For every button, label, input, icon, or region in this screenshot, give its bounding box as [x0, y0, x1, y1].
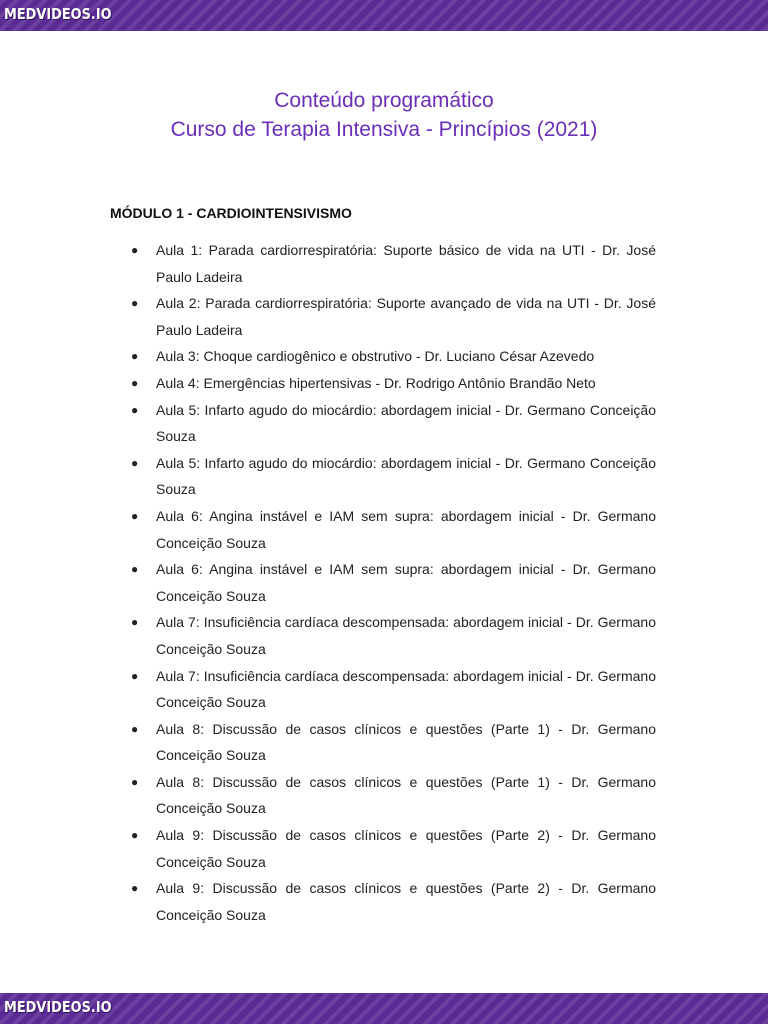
lesson-text: Aula 5: Infarto agudo do miocárdio: abordagem inicial - Dr. Germano Conceição Souza [156, 401, 656, 445]
lesson-text: Aula 9: Discussão de casos clínicos e questões (Parte 2) - Dr. Germano Conceição Souza [156, 880, 656, 923]
lesson-text: Aula 7: Insuficiência cardíaca descompensada: abordagem inicial - Dr. Germano Conceição Souza [156, 614, 656, 657]
bullet-icon: ● [131, 668, 139, 683]
bullet-icon: ● [131, 562, 139, 577]
bullet-icon: ● [131, 774, 139, 789]
lesson-item [110, 290, 656, 343]
lesson-text: Aula 7: Insuficiência cardíaca descompensada: abordagem inicial - Dr. Germano Conceição Souza [156, 667, 656, 711]
bullet-icon: ● [131, 349, 139, 364]
lesson-item [110, 556, 656, 609]
lesson-item [110, 822, 656, 875]
lesson-item [110, 343, 656, 370]
document-title [0, 86, 768, 144]
lesson-text: Aula 4: Emergências hipertensivas - Dr. Rodrigo Antônio Brandão Neto [156, 374, 596, 391]
bullet-icon: ● [131, 296, 139, 311]
lesson-item [110, 875, 656, 928]
lesson-text: Aula 5: Infarto agudo do miocárdio: abordagem inicial - Dr. Germano Conceição Souza [156, 454, 656, 498]
module-heading: MÓDULO 1 - CARDIOINTENSIVISMO [110, 205, 352, 221]
lesson-item [110, 663, 656, 716]
title-line-1: Conteúdo programático [274, 89, 494, 112]
lesson-item [110, 370, 656, 397]
bullet-icon: ● [131, 243, 139, 257]
lesson-item [110, 397, 656, 450]
bullet-icon: ● [131, 828, 139, 843]
lesson-text: Aula 8: Discussão de casos clínicos e questões (Parte 1) - Dr. Germano Conceição Souza [156, 773, 656, 817]
lesson-item [110, 450, 656, 503]
title-line-2: Curso de Terapia Intensiva - Princípios (2021) [170, 118, 598, 141]
lesson-item [110, 503, 656, 556]
lesson-text: Aula 3: Choque cardiogênico e obstrutivo - Dr. Luciano César Azevedo [156, 348, 595, 365]
bullet-icon: ● [131, 402, 139, 417]
lesson-text: Aula 9: Discussão de casos clínicos e questões (Parte 2) - Dr. Germano Conceição Souza [156, 827, 656, 870]
lesson-text: Aula 6: Angina instável e IAM sem supra: abordagem inicial - Dr. Germano Conceição Souza [156, 507, 656, 551]
brand-logo-bottom: MEDVIDEOS.IO [4, 998, 112, 1016]
bullet-icon: ● [131, 455, 139, 470]
lesson-item [110, 716, 656, 769]
lesson-text: Aula 1: Parada cardiorrespiratória: Suporte básico de vida na UTI - Dr. José Paulo Ladeira [156, 242, 656, 285]
bullet-icon: ● [131, 881, 139, 896]
lesson-item [110, 769, 656, 822]
brand-logo-top: MEDVIDEOS.IO [4, 5, 112, 23]
lesson-list [110, 237, 656, 928]
bullet-icon: ● [131, 375, 139, 390]
lesson-item [110, 237, 656, 290]
bullet-icon: ● [131, 508, 139, 523]
lesson-text: Aula 2: Parada cardiorrespiratória: Suporte avançado de vida na UTI - Dr. José Paulo Ladeira [156, 295, 656, 338]
bottom-brand-banner [0, 993, 768, 1024]
lesson-item [110, 609, 656, 662]
bullet-icon: ● [131, 721, 139, 736]
top-brand-banner [0, 0, 768, 31]
bullet-icon: ● [131, 615, 139, 630]
lesson-text: Aula 6: Angina instável e IAM sem supra: abordagem inicial - Dr. Germano Conceição Souza [156, 561, 656, 604]
lesson-text: Aula 8: Discussão de casos clínicos e questões (Parte 1) - Dr. Germano Conceição Souza [156, 720, 656, 764]
